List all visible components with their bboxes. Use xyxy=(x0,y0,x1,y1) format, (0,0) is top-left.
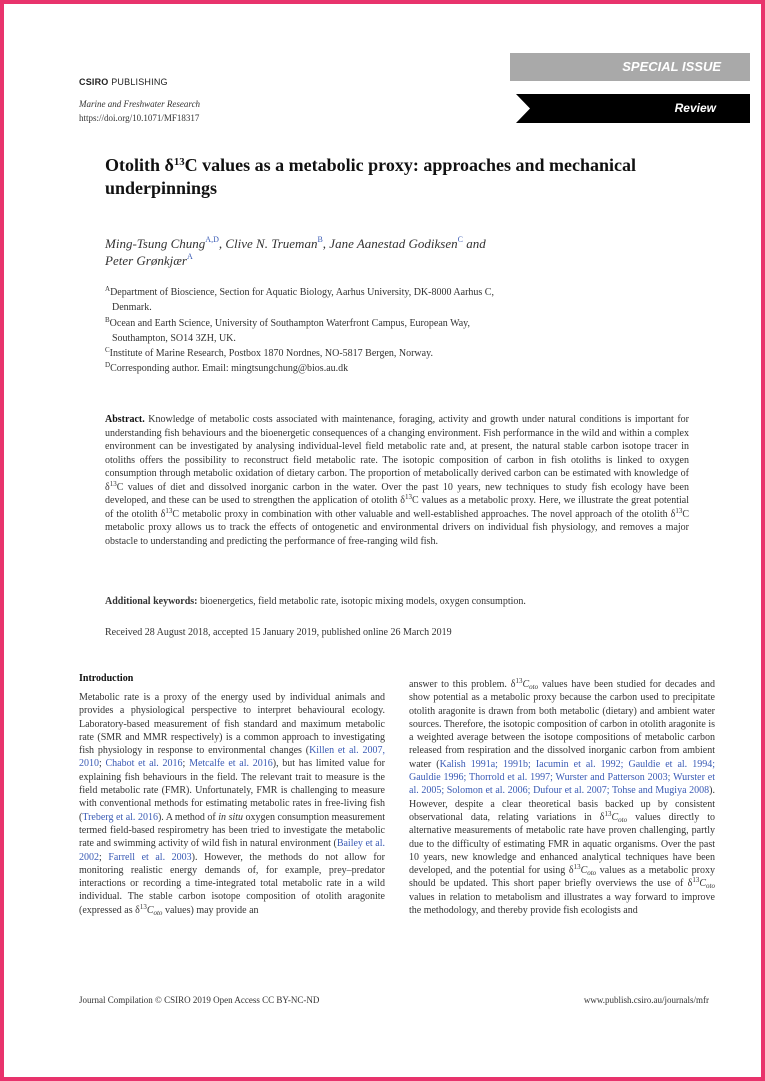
citation-link[interactable]: Treberg et al. 2016 xyxy=(82,811,158,823)
affiliation-text: Denmark. xyxy=(112,302,152,313)
title-part-2: C values as a metabolic proxy: approaches and mechanical underpinnings xyxy=(105,155,637,198)
affiliation-d xyxy=(105,361,595,376)
citation-link[interactable]: Bailey et al. 2002 xyxy=(79,838,385,863)
body-text-italic: C xyxy=(611,811,619,823)
affiliation-label: A xyxy=(105,285,111,293)
author-affiliation-marker[interactable]: B xyxy=(317,235,323,244)
body-text: answer to this problem. δ xyxy=(409,679,516,690)
review-banner xyxy=(516,94,750,123)
body-text: values directly to alternative measurements of metabolic rate have proven challenging, partly due to the difficulty of estimating FMR in aquatic organisms. Over the past 10 years, new knowledge and enhanced analytical techniques have been developed, and the potential for using δ xyxy=(409,811,715,877)
body-text: ; xyxy=(182,758,190,770)
body-text: ). However, despite a clear theoretical basis backed up by consistent observational data, relating variations in δ xyxy=(409,785,715,823)
affiliation-label: C xyxy=(105,346,110,354)
affiliation-label: B xyxy=(105,316,110,324)
body-text: ). However, the methods do not allow for monitoring realistic energy demands of, for example, prey–predator interactions or recording a time-integrated total metabolic rate in a wild individual. The stable carbon isotope composition of otolith aragonite (expressed as δ xyxy=(79,851,386,916)
section-heading-introduction: Introduction xyxy=(79,673,134,684)
body-text: values have been studied for decades and show potential as a metabolic proxy because the carbon used to precipitate otolith aragonite is drawn from both metabolic (dietary) and ambient water sources. Therefore, the isotopic composition of carbon in otolith aragonite is a weighted average between the isotope compositions of metabolic carbon released from respiration and the dissolved inorganic carbon from ambient water ( xyxy=(409,679,715,770)
corresponding-author-email[interactable]: Corresponding author. Email: mingtsungchung@bios.au.dk xyxy=(110,363,349,374)
body-text: Metabolic rate is a proxy of the energy used by individual animals and provides a physiological perspective to interpret behavioural ecology. Laboratory-based measurement of fish standard and maximum metabolic rate (SMR and MMR respectively) is a common approach to investigating fish physiology in response to environmental changes ( xyxy=(79,692,385,757)
special-issue-banner xyxy=(510,53,750,81)
affiliation-a xyxy=(105,285,595,315)
body-text: values in relation to metabolism and illustrates a way forward to improve the methodology, and thereby provide fish ecologists and xyxy=(409,891,715,917)
superscript: 13 xyxy=(692,876,700,885)
body-column-left xyxy=(79,691,385,917)
author-affiliation-marker[interactable]: C xyxy=(457,235,463,244)
body-text: ). A method of xyxy=(157,811,219,823)
author-separator: , xyxy=(322,236,330,251)
affiliation-text: Ocean and Earth Science, University of Southampton Waterfront Campus, European Way, xyxy=(109,318,470,329)
doi-link[interactable]: https://doi.org/10.1071/MF18317 xyxy=(79,113,200,123)
affiliation-text: Department of Bioscience, Section for Aquatic Biology, Aarhus University, DK-8000 Aarhus C, xyxy=(110,287,494,298)
citation-link[interactable]: Kalish 1991a; 1991b; Iacumin et al. 1992; Gauldie et al. 1994; Gauldie 1996; Thorrold et al. 1997; Wurster and Patterson 2003; Wurster et al. 2005; Solomon et al. 2006; Dufour et al. 2007; Tohse and Mugiya 2008 xyxy=(409,758,715,797)
abstract-text: C metabolic proxy allows us to track the effects of ontogenetic and environmental drivers on individual fish physiology, and removes a major obstacle to understanding and predicting the performance of free-ranging wild fish. xyxy=(105,508,690,547)
author-list xyxy=(105,235,625,269)
publication-history: Received 28 August 2018, accepted 15 January 2019, published online 26 March 2019 xyxy=(105,627,452,638)
subscript: oto xyxy=(706,882,715,891)
superscript: 13 xyxy=(573,863,581,872)
title-part-1: Otolith δ xyxy=(105,155,174,175)
body-text-italic: C xyxy=(699,878,707,890)
abstract-text: C values of diet and dissolved inorganic carbon in the water. Over the past 10 years, new techniques to study fish ecology have been developed, and these can be used to strengthen the application of otolith δ xyxy=(105,481,689,506)
affiliation-text: Southampton, SO14 3ZH, UK. xyxy=(112,333,236,344)
superscript: 13 xyxy=(515,677,523,685)
body-text: ), but has limited value for explaining fish behaviours in the field. The relevant trait to measure is the field metabolic rate (FMR). Unfortunately, FMR is challenging to measure with conventional methods for estimating metabolic rates in free-living fish ( xyxy=(79,758,385,823)
body-text-italic: C xyxy=(146,904,154,916)
author-separator: and xyxy=(462,236,486,251)
abstract xyxy=(105,413,689,548)
affiliation-label: D xyxy=(105,361,111,369)
citation-link[interactable]: Chabot et al. 2016 xyxy=(105,758,183,770)
article-title xyxy=(105,154,665,200)
affiliation-text: Institute of Marine Research, Postbox 1870 Nordnes, NO-5817 Bergen, Norway. xyxy=(109,348,433,359)
subscript: oto xyxy=(529,683,539,691)
body-text: ; xyxy=(99,851,109,863)
publisher-name xyxy=(79,77,168,87)
author-name[interactable]: Ming-Tsung Chung xyxy=(105,236,206,251)
journal-name: Marine and Freshwater Research xyxy=(79,99,201,109)
publisher-name-rest: PUBLISHING xyxy=(108,77,168,87)
affiliation-b xyxy=(105,316,595,346)
author-name[interactable]: Clive N. Trueman xyxy=(225,236,318,251)
footer-journal-url[interactable]: www.publish.csiro.au/journals/mfr xyxy=(583,995,709,1005)
publisher-name-bold: CSIRO xyxy=(79,77,109,87)
author-affiliation-marker[interactable]: A,D xyxy=(205,235,219,244)
citation-link[interactable]: Killen et al. 2007, 2010 xyxy=(79,745,385,770)
additional-keywords xyxy=(105,596,689,607)
body-text: values) may provide an xyxy=(162,904,259,916)
author-separator: , xyxy=(218,236,226,251)
body-text: ; xyxy=(99,758,106,770)
keywords-label: Additional keywords: xyxy=(105,596,198,607)
author-name[interactable]: Jane Aanestad Godiksen xyxy=(329,236,458,251)
body-text-italic: in situ xyxy=(218,811,244,823)
special-issue-label: SPECIAL ISSUE xyxy=(622,59,721,74)
keywords-text: bioenergetics, field metabolic rate, isotopic mixing models, oxygen consumption. xyxy=(197,596,526,607)
abstract-text: Knowledge of metabolic costs associated with maintenance, foraging, activity and growth under natural conditions is important for understanding fish behaviours and the bioenergetic consequences of a changing environment. Fish performance in the wild and within a complex environment can be investigated by analysing individual-level field metabolic rate and, at present, the natural stable carbon isotope tracer in otoliths offers the possibility to reconstruct field metabolic rate. The isotopic composition of carbon in fish otoliths is linked to oxygen consumption through metabolic oxidation of dietary carbon. The proportion of metabolically derived carbon can be estimated with knowledge of δ xyxy=(105,414,689,493)
body-text-italic: C xyxy=(522,679,530,690)
abstract-text: C metabolic proxy in combination with other valuable and well-established approaches. The novel approach of the otolith δ xyxy=(172,508,676,520)
affiliation-c xyxy=(105,346,595,361)
citation-link[interactable]: Metcalfe et al. 2016 xyxy=(189,758,273,770)
subscript: oto xyxy=(153,908,163,917)
body-column-right xyxy=(409,678,715,917)
abstract-text: C values as a metabolic proxy. Here, we illustrate the great potential of the otolith δ xyxy=(105,495,689,520)
superscript: 13 xyxy=(604,809,612,818)
footer-copyright: Journal Compilation © CSIRO 2019 Open Access CC BY-NC-ND xyxy=(79,995,320,1005)
superscript: 13 xyxy=(165,506,173,515)
superscript: 13 xyxy=(139,902,147,911)
review-label: Review xyxy=(674,101,716,115)
body-text: values as a metabolic proxy should be updated. This short paper briefly overviews the use of δ xyxy=(409,865,715,890)
body-text-italic: C xyxy=(580,865,588,877)
superscript: 13 xyxy=(109,479,117,488)
subscript: oto xyxy=(618,815,628,824)
subscript: oto xyxy=(587,869,597,878)
citation-link[interactable]: Farrell et al. 2003 xyxy=(108,851,192,863)
superscript: 13 xyxy=(675,506,683,515)
body-text: oxygen consumption measurement termed field-based respirometry has been tried to investigate the metabolic rate and swimming activity of wild fish in natural environment ( xyxy=(79,811,385,850)
superscript: 13 xyxy=(404,493,412,501)
abstract-label: Abstract. xyxy=(105,414,145,425)
author-affiliation-marker[interactable]: A xyxy=(186,252,193,261)
title-superscript: 13 xyxy=(173,156,185,169)
author-name[interactable]: Peter Grønkjær xyxy=(105,253,187,268)
